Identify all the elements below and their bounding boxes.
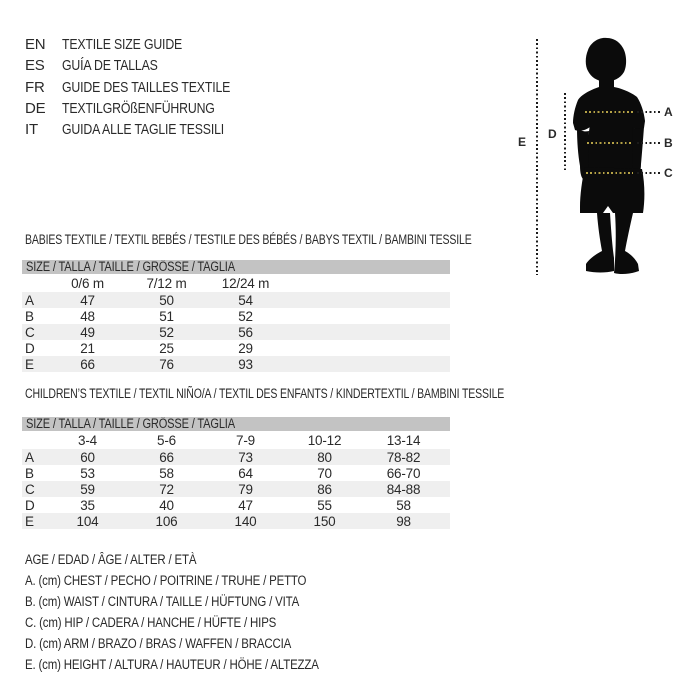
legend-line-text: A. (cm) CHEST / PECHO / POITRINE / TRUHE / PETTO bbox=[25, 573, 307, 588]
legend-line-text: AGE / EDAD / ÂGE / ALTER / ETÀ bbox=[25, 552, 197, 567]
value-cell: 51 bbox=[159, 308, 174, 324]
row-label-cell: B bbox=[25, 465, 34, 481]
table-row bbox=[22, 449, 450, 465]
legend-line-text: E. (cm) HEIGHT / ALTURA / HAUTEUR / HÖHE / ALTEZZA bbox=[25, 657, 319, 672]
language-row bbox=[25, 55, 267, 76]
value-cell: 78-82 bbox=[386, 449, 421, 465]
table-row bbox=[22, 497, 450, 513]
waist-measure-line-body bbox=[587, 142, 631, 144]
value-cell: 47 bbox=[238, 497, 253, 513]
measure-label-arm: D bbox=[548, 127, 557, 141]
value-cell: 52 bbox=[238, 308, 253, 324]
measurement-legend bbox=[25, 549, 371, 675]
table-row bbox=[22, 292, 450, 308]
children-table-title-text: CHILDREN’S TEXTILE / TEXTIL NIÑO/A / TEXTIL DES ENFANTS / KINDERTEXTIL / BAMBINI TESSILE bbox=[25, 386, 505, 401]
language-label: TEXTILE SIZE GUIDE bbox=[62, 36, 183, 53]
value-cell: 66 bbox=[80, 356, 95, 372]
legend-line bbox=[25, 633, 371, 654]
value-cell: 29 bbox=[238, 340, 253, 356]
waist-measure-line bbox=[637, 142, 661, 144]
row-label-cell: B bbox=[25, 308, 34, 324]
value-cell: 47 bbox=[80, 292, 95, 308]
column-header-cell: 0/6 m bbox=[71, 275, 104, 291]
column-header-cell: 3-4 bbox=[78, 432, 97, 448]
language-list bbox=[25, 34, 267, 140]
table-header-row bbox=[22, 274, 450, 292]
chest-measure-line bbox=[637, 111, 661, 113]
legend-line bbox=[25, 549, 371, 570]
legend-line-text: C. (cm) HIP / CADERA / HANCHE / HÜFTE / HIPS bbox=[25, 615, 277, 630]
table-row bbox=[22, 481, 450, 497]
babies-table bbox=[22, 260, 450, 372]
value-cell: 53 bbox=[80, 465, 95, 481]
value-cell: 58 bbox=[396, 497, 411, 513]
language-code: DE bbox=[25, 99, 46, 117]
hip-measure-line-body bbox=[586, 172, 633, 174]
legend-line bbox=[25, 591, 371, 612]
row-label-cell: C bbox=[25, 324, 35, 340]
value-cell: 106 bbox=[155, 513, 178, 529]
language-row bbox=[25, 119, 267, 140]
legend-line-text: B. (cm) WAIST / CINTURA / TAILLE / HÜFTUNG / VITA bbox=[25, 594, 300, 609]
legend-line bbox=[25, 570, 371, 591]
row-label-cell: C bbox=[25, 481, 35, 497]
value-cell: 60 bbox=[80, 449, 95, 465]
babies-table-title bbox=[25, 232, 598, 247]
language-label: GUIDE DES TAILLES TEXTILE bbox=[62, 78, 231, 96]
table-row bbox=[22, 340, 450, 356]
children-table-title bbox=[25, 386, 639, 401]
value-cell: 55 bbox=[317, 497, 332, 513]
row-label-cell: A bbox=[25, 292, 34, 308]
value-cell: 40 bbox=[159, 497, 174, 513]
language-label: GUÍA DE TALLAS bbox=[62, 57, 158, 75]
value-cell: 58 bbox=[159, 465, 174, 481]
size-header-label: SIZE / TALLA / TAILLE / GRÖSSE / TAGLIA bbox=[26, 417, 235, 431]
value-cell: 86 bbox=[317, 481, 332, 497]
language-row bbox=[25, 77, 267, 98]
value-cell: 66-70 bbox=[386, 465, 421, 481]
value-cell: 54 bbox=[238, 292, 253, 308]
table-row bbox=[22, 465, 450, 481]
measure-label-chest: A bbox=[664, 105, 673, 119]
value-cell: 64 bbox=[238, 465, 253, 481]
legend-line bbox=[25, 612, 371, 633]
row-label-cell: E bbox=[25, 356, 34, 372]
value-cell: 98 bbox=[396, 513, 411, 529]
legend-line-text: D. (cm) ARM / BRAZO / BRAS / WAFFEN / BRACCIA bbox=[25, 636, 292, 651]
value-cell: 59 bbox=[80, 481, 95, 497]
measure-label-hip: C bbox=[664, 166, 673, 180]
value-cell: 66 bbox=[159, 449, 174, 465]
column-header-cell: 10-12 bbox=[307, 432, 342, 448]
language-code: IT bbox=[25, 121, 38, 139]
row-label-cell: D bbox=[25, 497, 35, 513]
silhouette-right-leg bbox=[614, 213, 639, 274]
size-header-bar bbox=[22, 260, 450, 274]
row-label-cell: E bbox=[25, 513, 34, 529]
value-cell: 80 bbox=[317, 449, 332, 465]
language-row bbox=[25, 98, 267, 119]
size-header-label: SIZE / TALLA / TAILLE / GRÖSSE / TAGLIA bbox=[26, 260, 235, 274]
value-cell: 70 bbox=[317, 465, 332, 481]
value-cell: 35 bbox=[80, 497, 95, 513]
table-row bbox=[22, 513, 450, 529]
table-row bbox=[22, 324, 450, 340]
row-label-cell: D bbox=[25, 340, 35, 356]
table-row bbox=[22, 356, 450, 372]
value-cell: 50 bbox=[159, 292, 174, 308]
measure-label-waist: B bbox=[664, 136, 673, 150]
language-label: TEXTILGRÖßENFÜHRUNG bbox=[62, 99, 215, 117]
children-table bbox=[22, 417, 450, 529]
column-header-cell: 13-14 bbox=[386, 432, 421, 448]
value-cell: 104 bbox=[76, 513, 99, 529]
table-header-row bbox=[22, 431, 450, 449]
value-cell: 21 bbox=[80, 340, 95, 356]
column-header-cell: 7-9 bbox=[236, 432, 255, 448]
value-cell: 73 bbox=[238, 449, 253, 465]
value-cell: 79 bbox=[238, 481, 253, 497]
table-row bbox=[22, 308, 450, 324]
value-cell: 93 bbox=[238, 356, 253, 372]
value-cell: 25 bbox=[159, 340, 174, 356]
value-cell: 56 bbox=[238, 324, 253, 340]
value-cell: 76 bbox=[159, 356, 174, 372]
language-code: ES bbox=[25, 57, 45, 75]
value-cell: 52 bbox=[159, 324, 174, 340]
hip-measure-line bbox=[637, 172, 661, 174]
measure-label-height: E bbox=[518, 135, 527, 149]
value-cell: 72 bbox=[159, 481, 174, 497]
value-cell: 150 bbox=[313, 513, 336, 529]
value-cell: 48 bbox=[80, 308, 95, 324]
legend-line bbox=[25, 654, 371, 675]
language-code: EN bbox=[25, 36, 46, 53]
column-header-cell: 12/24 m bbox=[221, 275, 270, 291]
language-row bbox=[25, 34, 267, 55]
language-code: FR bbox=[25, 78, 45, 96]
column-header-cell: 5-6 bbox=[157, 432, 176, 448]
language-label: GUIDA ALLE TAGLIE TESSILI bbox=[62, 121, 225, 139]
value-cell: 140 bbox=[234, 513, 257, 529]
chest-measure-line-body bbox=[585, 111, 634, 113]
column-header-cell: 7/12 m bbox=[146, 275, 187, 291]
size-header-bar bbox=[22, 417, 450, 431]
babies-table-title-text: BABIES TEXTILE / TEXTIL BEBÉS / TESTILE DES BÉBÉS / BABYS TEXTIL / BAMBINI TESSILE bbox=[25, 232, 472, 247]
arm-measure-line bbox=[564, 93, 566, 170]
value-cell: 49 bbox=[80, 324, 95, 340]
row-label-cell: A bbox=[25, 449, 34, 465]
value-cell: 84-88 bbox=[386, 481, 421, 497]
